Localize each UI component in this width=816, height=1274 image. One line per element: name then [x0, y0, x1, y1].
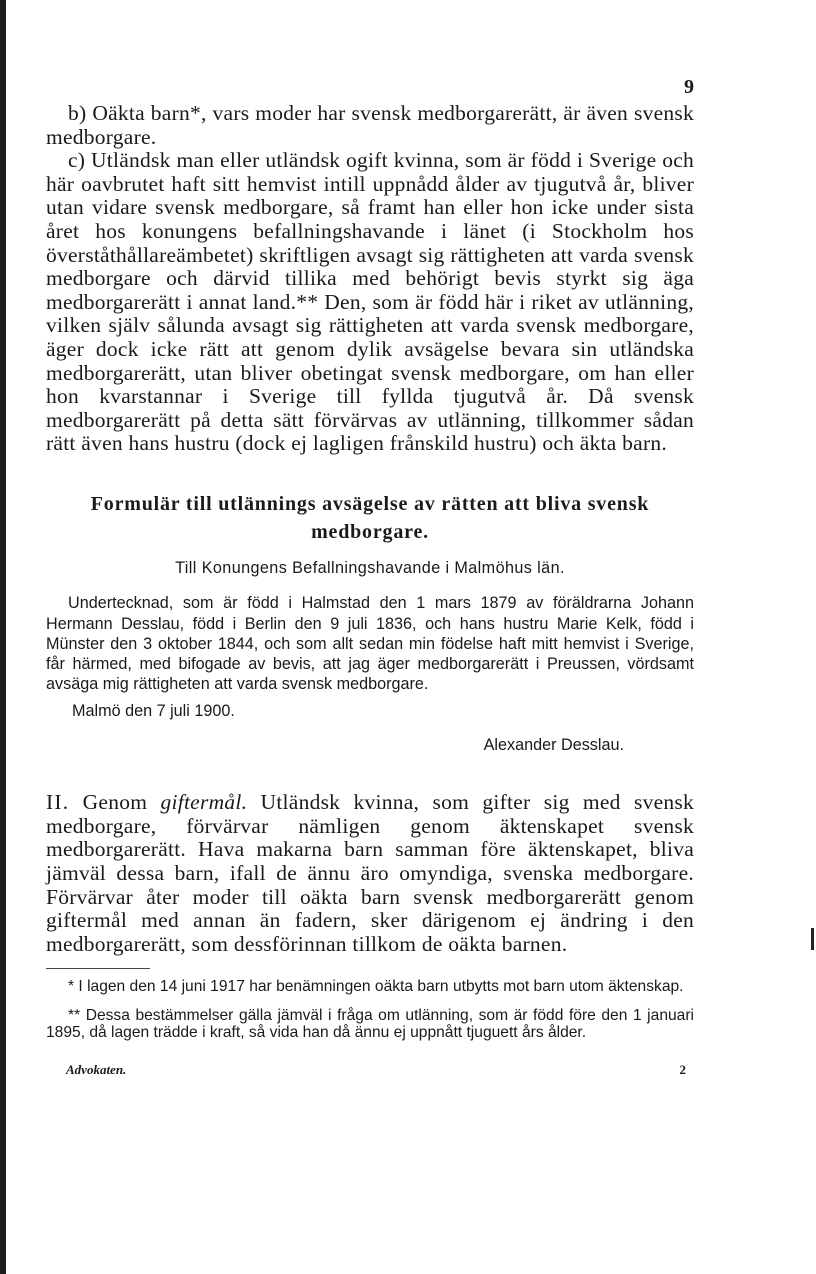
page-left-edge-shadow [0, 0, 6, 1274]
section-2-text: Utländsk kvinna, som gifter sig med svensk medborgare, förvärvar nämligen genom äktenskapet svensk medborgarerätt. Hava makarna barn samman före äktenskapet, bliva jämväl dessa barn, ifall de ännu äro omyndiga, svenska medborgare. Förvärvar åter moder till oäkta barn svensk medborgarerätt genom giftermål med annan än fadern, sker därigenom ej ändring i den medborgarerätt, som dessförinnan tillkom de oäkta barnen. [46, 790, 695, 956]
section-2-paragraph [46, 791, 694, 956]
paragraph-c: c) Utländsk man eller utländsk ogift kvinna, som är född i Sverige och här oavbrutet haft sitt hemvist intill uppnådd ålder av tjugutvå år, bliver utan vidare svensk medborgare, så framt han eller hon icke under sista året hos konungens befallningshavande i länet (i Stockholm hos överståthållareämbetet) skriftligen avsagt sig rättigheten att varda svensk medborgare och därvid tillika med behörigt bevis styrkt sig äga medborgarerätt i annat land.** Den, som är född här i riket av utlänning, vilken själv sålunda avsagt sig rättigheten att varda svensk medborgare, äger dock icke rätt att genom dylik avsägelse bevara sin utländska medborgarerätt, utan bliver obetingat svensk medborgare, om han eller hon kvarstannar i Sverige till fyllda tjugutvå år. Då svensk medborgarerätt på detta sätt förvärvas av utlänning, tillkommer sådan rätt även hans hustru (dock ej lagligen frånskild hustru) och äkta barn. [46, 148, 694, 456]
section-2-term: giftermål. [160, 790, 248, 815]
page-right-edge-mark [811, 928, 814, 950]
form-heading: Formulär till utlännings avsägelse av rätten att bliva svensk medborgare. [90, 492, 650, 543]
section-2-numeral: II. [46, 790, 70, 815]
footnote-1: * I lagen den 14 juni 1917 har benämningen oäkta barn utbytts mot barn utom äktenskap. [68, 978, 684, 996]
form-signature: Alexander Desslau. [483, 735, 624, 754]
sheet-number: 2 [679, 1061, 686, 1077]
footnote-divider [46, 968, 150, 969]
paragraph-b: b) Oäkta barn*, vars moder har svensk medborgarerätt, är även svensk medborgare. [46, 101, 694, 149]
form-addressee: Till Konungens Befallningshavande i Malmöhus län. [175, 558, 565, 577]
footnote-2: ** Dessa bestämmelser gälla jämväl i fråga om utlänning, som är född före den 1 januari 1895, då lagen trädde i kraft, så vida han då ännu ej uppnått tjuguett års ålder. [46, 1007, 694, 1042]
page-number: 9 [684, 76, 694, 98]
form-date: Malmö den 7 juli 1900. [72, 701, 235, 720]
document-page [46, 72, 694, 1078]
page-footer [46, 1056, 694, 1078]
form-body: Undertecknad, som är född i Halmstad den 1 mars 1879 av föräldrarna Johann Hermann Desslau, född i Berlin den 9 juli 1836, och hans hustru Marie Kelk, född i Münster den 3 oktober 1844, och som allt sedan min födelse haft mitt hemvist i Sverige, får härmed, med bifogade av bevis, att jag äger medborgarerätt i Preussen, vördsamt avsäga mig rättigheten att varda svensk medborgare. [46, 594, 694, 694]
printer-signature-mark: Advokaten. [66, 1061, 127, 1077]
section-2-lead: Genom [82, 790, 148, 815]
